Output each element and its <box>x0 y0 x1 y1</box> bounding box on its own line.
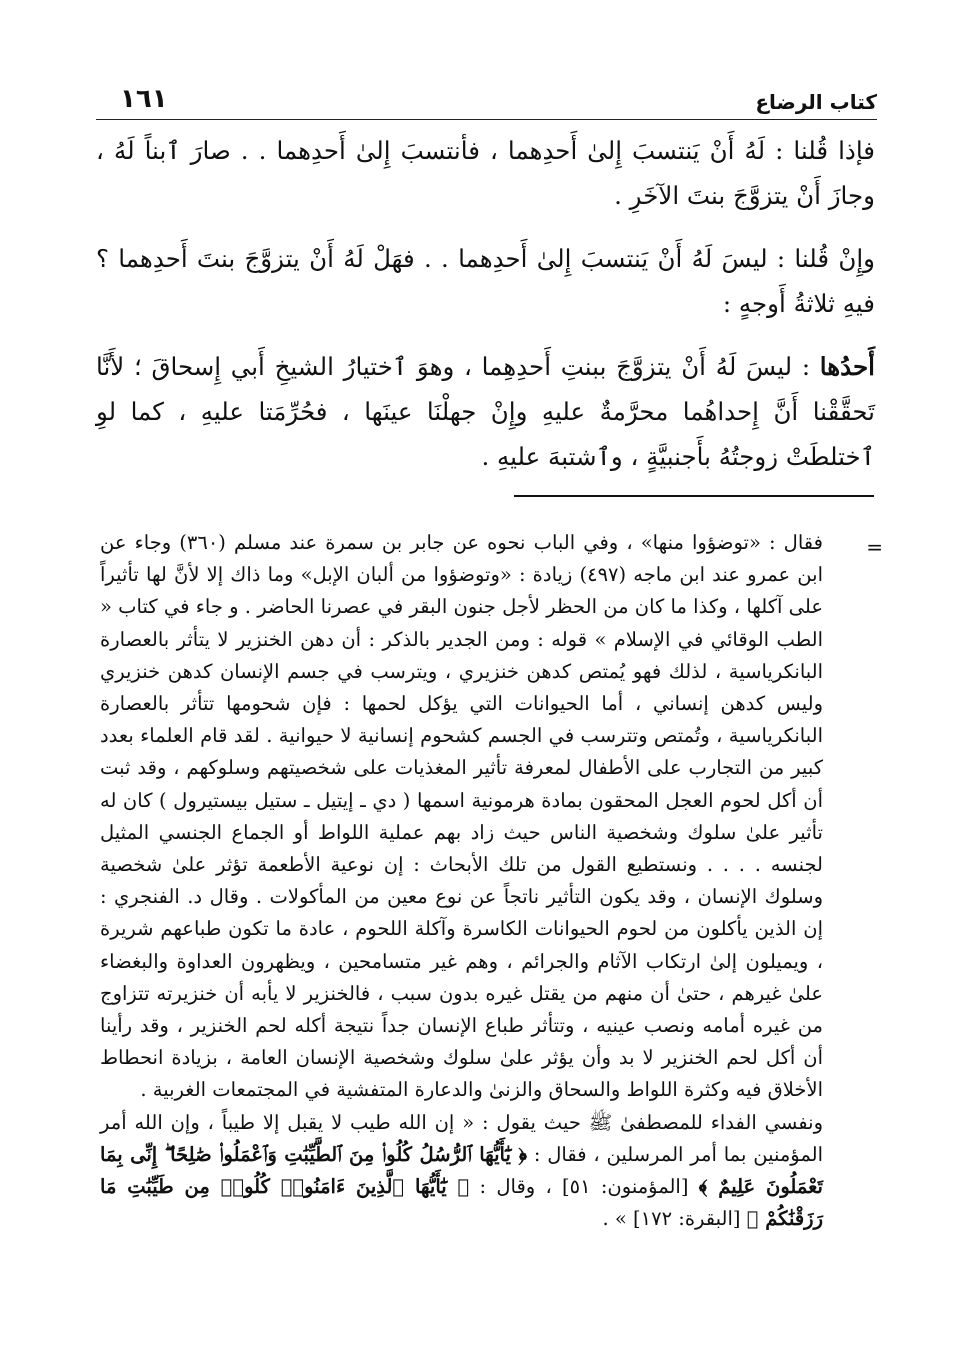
footnote-paragraph-2 <box>100 1107 823 1236</box>
chapter-title: كتاب الرضاع <box>755 90 877 114</box>
header-rule <box>96 119 877 120</box>
quran-verse: ﴿ يَٰٓأَيُّهَا ٱلَّذِينَ ءَامَنُوا۟ كُلُوا۟ مِن طَيِّبَٰتِ مَا رَزَقْنَٰكُمْ ﴾ <box>100 1175 823 1231</box>
main-paragraph-1: فإذا قُلنا : لَهُ أَنْ يَنتسبَ إِلىٰ أَحدِهما ، فأنتسبَ إِلىٰ أَحدِهما . . صارَ ٱبناً لَهُ ، وجازَ أَنْ يتزوَّجَ بنتَ الآخَرِ . <box>96 136 875 210</box>
running-head <box>96 78 877 118</box>
footnote-continuation-marker: = <box>866 535 883 559</box>
paragraph-body: : ليسَ لَهُ أَنْ يتزوَّجَ ببنتِ أَحدِهِما ، وهوَ ٱختيارُ الشيخِ أَبي إِسحاقَ ؛ لأَنَّا تَحقَّقْنا أَنَّ إِحداهُما محرَّمةٌ عليهِ وإِنْ جهلْنَا عينَها ، فحُرِّمَتا عليهِ ، كما لوِ ٱختلطَتْ زوجتُهُ بأَجنبيَّةٍ ، وٱشتبهَ عليهِ . <box>96 352 875 471</box>
footnote-paragraph-1: فقال : «توضؤوا منها» ، وفي الباب نحوه عن جابر بن سمرة عند مسلم (٣٦٠) وجاء عن ابن عمرو عند ابن ماجه (٤٩٧) زيادة : «وتوضؤوا من ألبان الإبل» وما ذاك إلا لأنَّ لها تأثيراً على آكلها ، وكذا ما كان من الحظر لأجل جنون البقر في عصرنا الحاضر . و جاء في كتاب « الطب الوقائي في الإسلام » قوله : ومن الجدير بالذكر : أن دهن الخنزير لا يتأثر بالعصارة البانكرياسية ، لذلك فهو يُمتص كدهن خنزيري ، ويترسب في جسم الإنسان كدهن خنزيري وليس كدهن إنساني ، أما الحيوانات التي يؤكل لحمها : فإن شحومها تتأثر بالعصارة البانكرياسية ، وتُمتص وتترسب في الجسم كشحوم إنسانية لا حيوانية . لقد قام العلماء بعدد كبير من التجارب على الأطفال لمعرفة تأثير المغذيات على شخصيتهم وسلوكهم ، وقد ثبت أن أكل لحوم العجل المحقون بمادة هرمونية اسمها ( دي ـ إيتيل ـ ستيل بيستيرول ) كان له تأثير علىٰ سلوك وشخصية الناس حيث زاد بهم عملية اللواط أو الجماع الجنسي المثيل لجنسه . . . . ونستطيع القول من تلك الأبحاث : إن نوعية الأطعمة تؤثر علىٰ شخصية وسلوك الإنسان ، وقد يكون التأثير ناتجاً عن نوع معين من المأكولات . وقال د. الفنجري : إن الذين يأكلون من لحوم الحيوانات الكاسرة وآكلة اللحوم ، عادة ما تكون طباعهم شريرة ، ويميلون إلىٰ ارتكاب الآثام والجرائم ، وهم غير متسامحين ، ويظهرون العداوة والبغضاء علىٰ غيرهم ، حتىٰ أن منهم من يقتل غيره بدون سبب ، فالخنزير لا يأبه أن خنزيرته تتزاوج من غيره أمامه ونصب عينيه ، وتتأثر طباع الإنسان جداً نتيجة أكله لحم الخنزير ، وقد رأينا أن أكل لحم الخنزير لا بد وأن يؤثر علىٰ سلوك وشخصية الإنسان العامة ، بزيادة انحطاط الأخلاق فيه وكثرة اللواط والسحاق والزنىٰ والدعارة المتفشية في المجتمعات الغربية . <box>100 531 823 1102</box>
page-number: ١٦١ <box>120 84 168 114</box>
footnote-text: [المؤمنون: ٥١] ، وقال : <box>469 1175 699 1199</box>
footnote-separator <box>514 495 874 497</box>
quran-verse: ﴿ يَٰٓأَيُّهَا ٱلرُّسُلُ كُلُوا۟ مِنَ ٱلطَّيِّبَٰتِ وَٱعْمَلُوا۟ صَٰلِحًا ۖ إِنِّى بِمَا تَعْمَلُونَ عَلِيمٌ ﴾ <box>100 1142 823 1199</box>
paragraph-lead: أَحدُها <box>819 352 875 381</box>
footnote <box>100 527 823 1235</box>
main-paragraph-3 <box>96 344 875 479</box>
footnote-text: ونفسي الفداء للمصطفىٰ ﷺ حيث يقول : « إن الله طيب لا يقبل إلا طيباً ، وإن الله أمر المؤمنين بما أمر المرسلين ، فقال : <box>100 1110 823 1166</box>
main-paragraph-2: وإِنْ قُلنا : ليسَ لَهُ أَنْ يَنتسبَ إِلىٰ أَحدِهما . . فهَلْ لَهُ أَنْ يتزوَّجَ بنتَ أَحدِهما ؟ فيهِ ثلاثةُ أَوجهٍ : <box>96 244 875 318</box>
footnote-text: [البقرة: ١٧٢] » . <box>602 1207 747 1231</box>
main-text <box>96 128 875 497</box>
